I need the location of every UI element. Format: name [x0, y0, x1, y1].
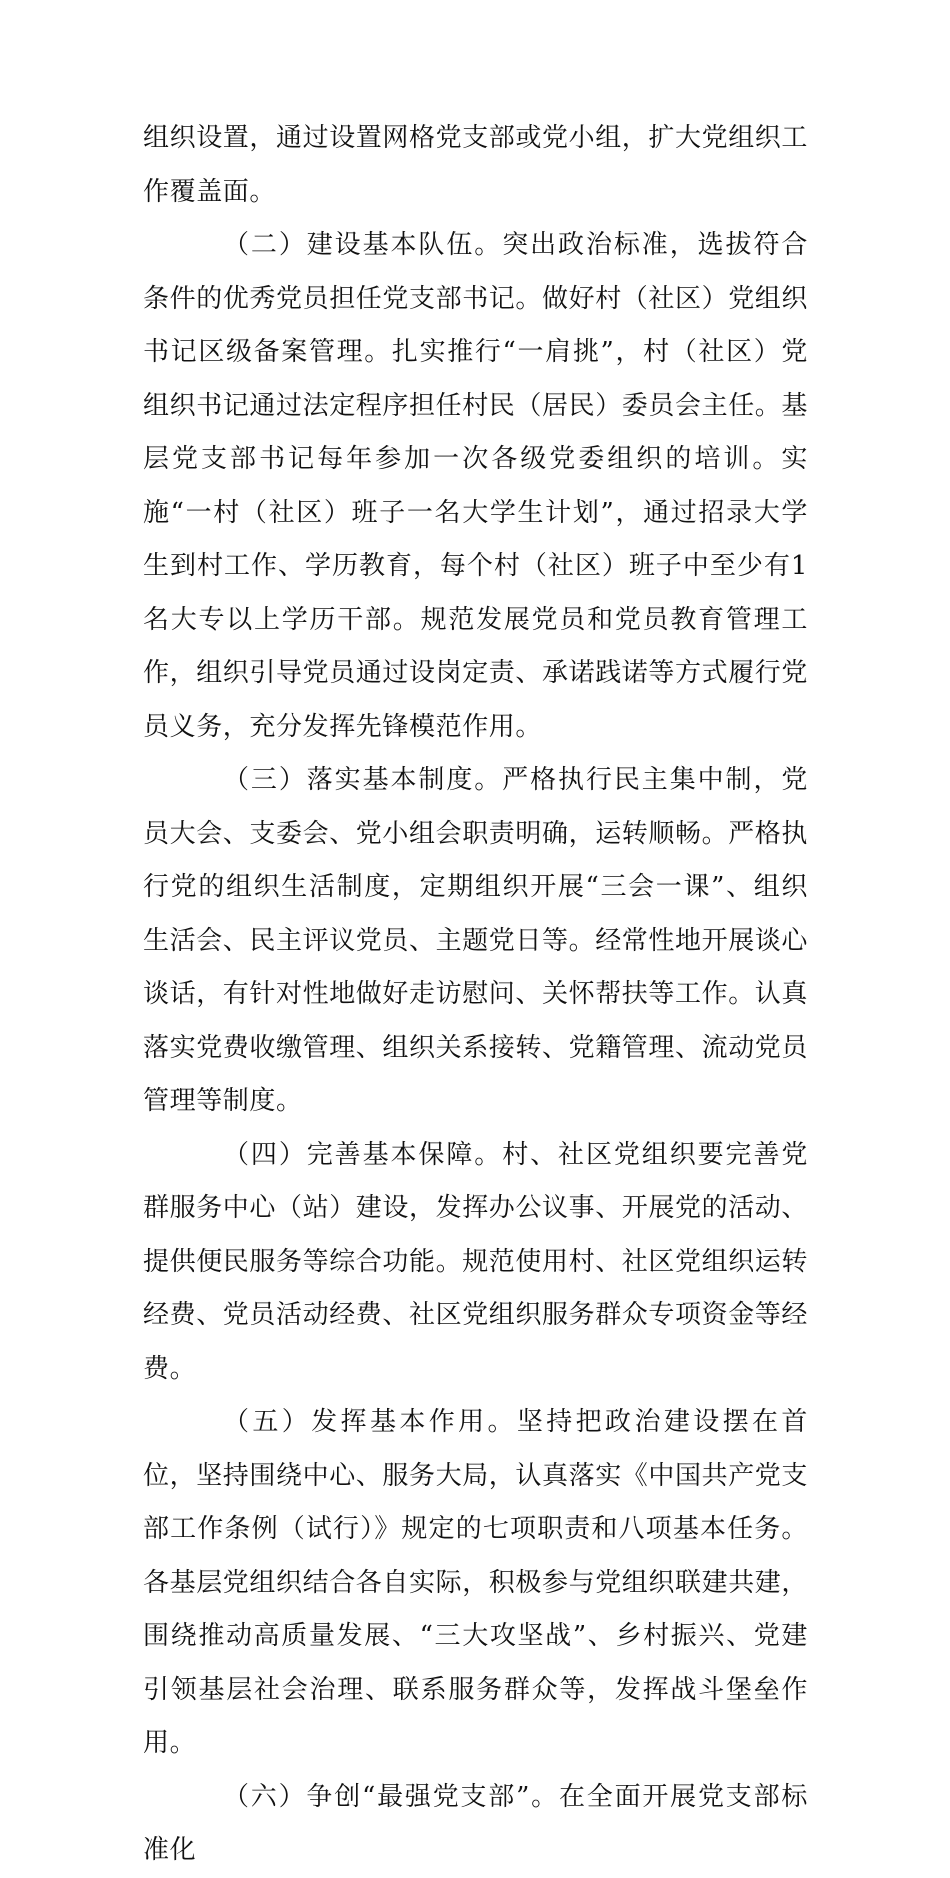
paragraph-continuation: 组织设置，通过设置网格党支部或党小组，扩大党组织工作覆盖面。 [143, 123, 809, 207]
document-body [143, 112, 808, 1878]
paragraph-strongest-branch: （六）争创“最强党支部”。在全面开展党支部标准化 [143, 1781, 808, 1865]
paragraph-build-basic-team: （二）建设基本队伍。突出政治标准，选拔符合条件的优秀党员担任党支部书记。做好村（社区）党组织书记区级备案管理。扎实推行“一肩挑”，村（社区）党组织书记通过法定程序担任村民（居民）委员会主任。基层党支部书记每年参加一次各级党委组织的培训。实施“一村（社区）班子一名大学生计划”，通过招录大学生到村工作、学历教育，每个村（社区）班子中至少有1名大专以上学历干部。规范发展党员和党员教育管理工作，组织引导党员通过设岗定责、承诺践诺等方式履行党员义务，充分发挥先锋模范作用。 [143, 230, 809, 742]
paragraph-improve-basic-guarantee: （四）完善基本保障。村、社区党组织要完善党群服务中心（站）建设，发挥办公议事、开展党的活动、提供便民服务等综合功能。规范使用村、社区党组织运转经费、党员活动经费、社区党组织服务群众专项资金等经费。 [143, 1139, 809, 1384]
paragraph-basic-role: （五）发挥基本作用。坚持把政治建设摆在首位，坚持围绕中心、服务大局，认真落实《中国共产党支部工作条例（试行）》规定的七项职责和八项基本任务。各基层党组织结合各自实际，积极参与党组织联建共建，围绕推动高质量发展、“三大攻坚战”、乡村振兴、党建引领基层社会治理、联系服务群众等，发挥战斗堡垒作用。 [143, 1407, 809, 1758]
paragraph-implement-basic-system: （三）落实基本制度。严格执行民主集中制，党员大会、支委会、党小组会职责明确，运转顺畅。严格执行党的组织生活制度，定期组织开展“三会一课”、组织生活会、民主评议党员、主题党日等。经常性地开展谈心谈话，有针对性地做好走访慰问、关怀帮扶等工作。认真落实党费收缴管理、组织关系接转、党籍管理、流动党员管理等制度。 [143, 765, 809, 1116]
